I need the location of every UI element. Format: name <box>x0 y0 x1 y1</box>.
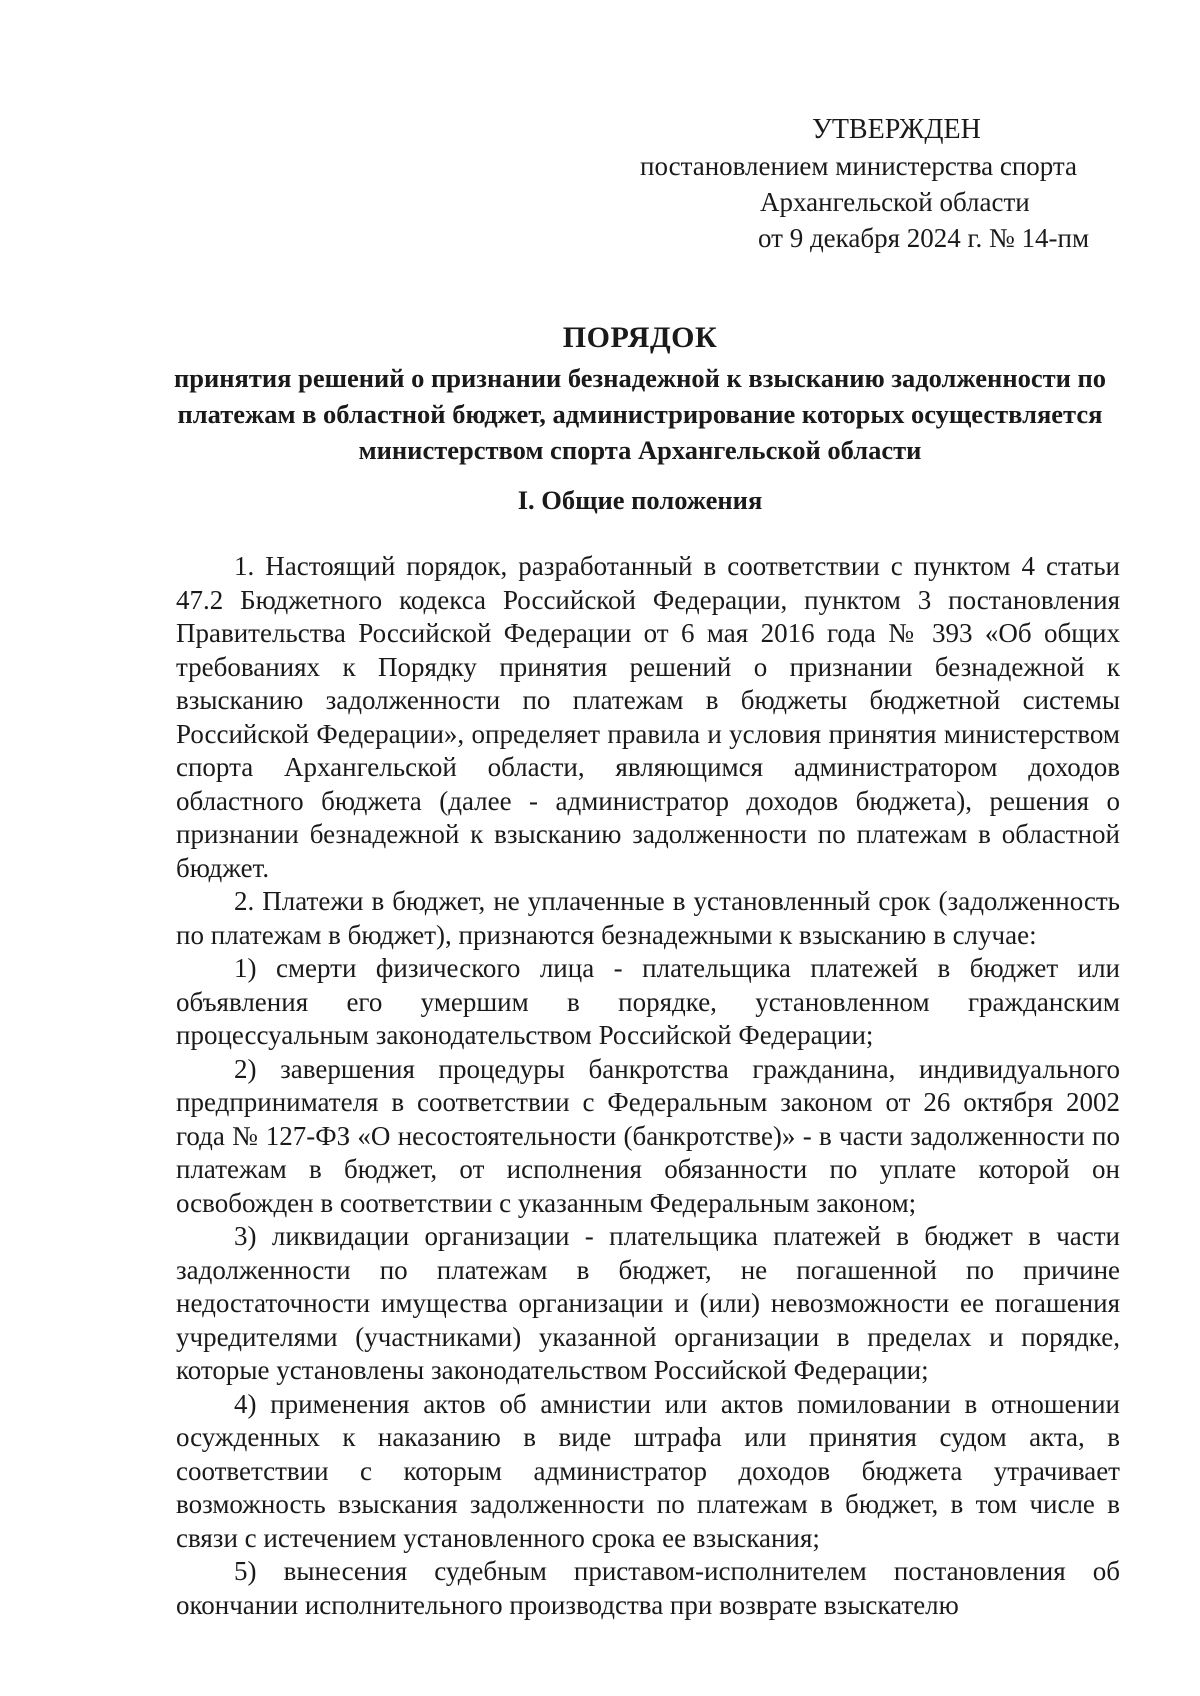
approval-stamp <box>640 112 1120 256</box>
list-item-1: 1) смерти физического лица - плательщика платежей в бюджет или объявления его умершим в порядке, установленном гражданским процессуальным законодательством Российской Федерации; <box>176 953 1120 1050</box>
approval-date-number: от 9 декабря 2024 г. № 14-пм <box>758 223 1090 253</box>
list-item-3: 3) ликвидации организации - плательщика платежей в бюджет в части задолженности по платежам в бюджет, не погашенной по причине недостаточности имущества организации и (или) невозможности ее погашения учредителями (участниками) указанной организации в пределах и порядке, которые установлены законодательством Российской Федерации; <box>176 1221 1120 1385</box>
approval-region: Архангельской области <box>760 187 1030 217</box>
list-item-4: 4) применения актов об амнистии или актов помиловании в отношении осужденных к наказанию в виде штрафа или принятия судом акта, в соответствии с которым администратор доходов бюджета утрачивает возможность взыскания задолженности по платежам в бюджет, в том числе в связи с истечением установленного срока ее взыскания; <box>176 1388 1120 1553</box>
document-title: ПОРЯДОК <box>562 321 718 354</box>
document-body <box>176 550 1120 1622</box>
document-subtitle: принятия решений о признании безнадежной к взысканию задолженности по платежам в областной бюджет, администрирование которых осуществляется министерством спорта Архангельской области <box>173 363 1107 465</box>
approval-issuer: постановлением министерства спорта <box>640 151 1078 181</box>
list-item-5: 5) вынесения судебным приставом-исполнителем постановления об окончании исполнительного производства при возврате взыскателю <box>176 1556 1120 1620</box>
paragraph-2: 2. Платежи в бюджет, не уплаченные в установленный срок (задолженность по платежам в бюджет), признаются безнадежными к взысканию в случае: <box>176 886 1120 950</box>
approval-title: УТВЕРЖДЕН <box>812 114 981 145</box>
list-item-2: 2) завершения процедуры банкротства гражданина, индивидуального предпринимателя в соответствии с Федеральным законом от 26 октября 2002 года № 127-ФЗ «О несостоятельности (банкротстве)» - в части задолженности по платежам в бюджет, от исполнения обязанности по уплате которой он освобожден в соответствии с указанным Федеральным законом; <box>176 1053 1120 1218</box>
document-title-block <box>160 318 1120 468</box>
section-heading: I. Общие положения <box>517 485 763 515</box>
paragraph-1: 1. Настоящий порядок, разработанный в соответствии с пунктом 4 статьи 47.2 Бюджетного кодекса Российской Федерации, пунктом 3 постановления Правительства Российской Федерации от 6 мая 2016 года № 393 «Об общих требованиях к Порядку принятия решений о признании безнадежной к взысканию задолженности по платежам в бюджеты бюджетной системы Российской Федерации», определяет правила и условия принятия министерством спорта Архангельской области, являющимся администратором доходов областного бюджета (далее - администратор доходов бюджета), решения о признании безнадежной к взысканию задолженности по платежам в областной бюджет. <box>176 551 1120 883</box>
